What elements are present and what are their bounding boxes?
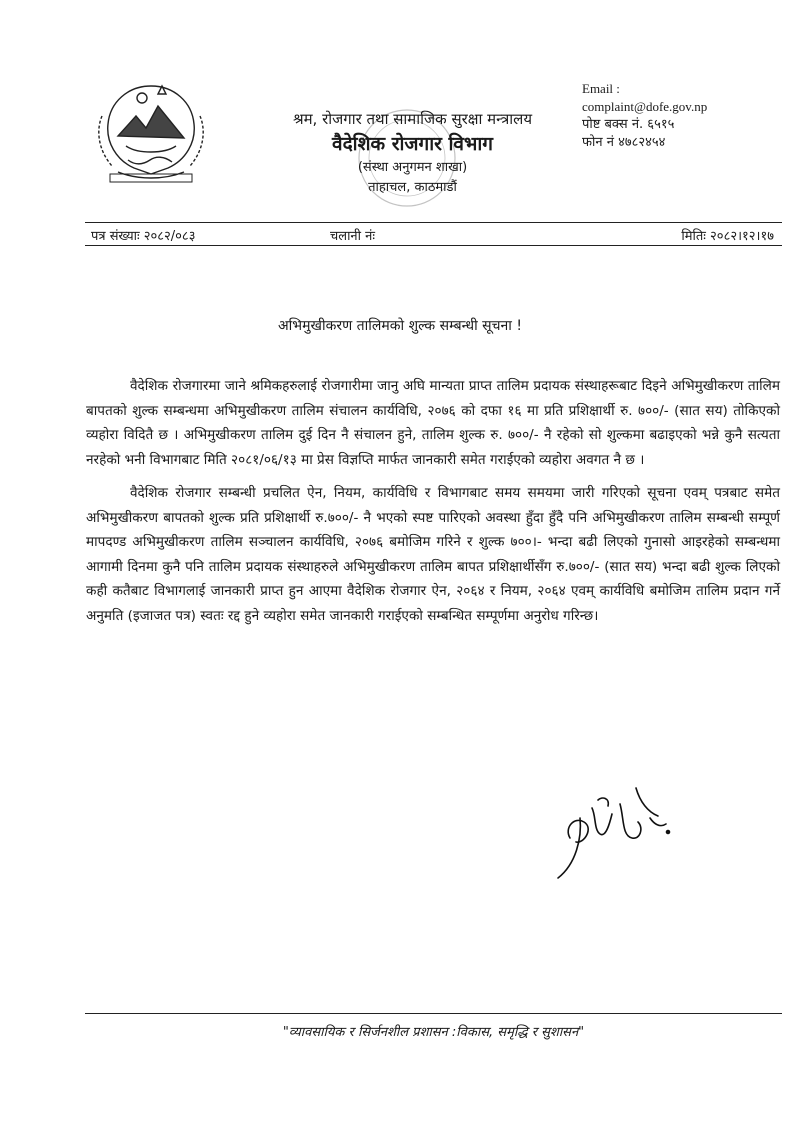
dispatch-number: चलानी नंः — [330, 229, 375, 244]
ministry-name: श्रम, रोजगार तथा सामाजिक सुरक्षा मन्त्रालय — [292, 110, 533, 128]
office-header — [240, 108, 585, 198]
contact-block — [582, 80, 782, 152]
reference-bar — [85, 222, 782, 246]
footer-slogan: "व्यावसायिक र सिर्जनशील प्रशासन :विकास, समृद्धि र सुशासन" — [85, 1013, 782, 1040]
nepal-emblem-icon — [88, 76, 214, 188]
department-name: वैदेशिक रोजगार विभाग — [332, 133, 493, 155]
letter-body — [86, 374, 780, 628]
body-paragraph-2: वैदेशिक रोजगार सम्बन्धी प्रचलित ऐन, नियम, कार्यविधि र विभागबाट समय समयमा जारी गरिएको सूचना एवम् पत्रबाट समेत अभिमुखीकरण बापतको शुल्क प्रति प्रशिक्षार्थी रु.७००/- नै भएको स्पष्ट पारिएको अवस्था हुँदा हुँदै पनि अभिमुखीकरण तालिम सम्बन्धी सम्पूर्ण मापदण्ड अभिमुखीकरण तालिम सञ्चालन कार्यविधि, २०७६ बमोजिम गरिने र शुल्क ७००।- भन्दा बढी लिएको गुनासो आइरहेको सम्बन्धमा आगामी दिनमा कुनै पनि तालिम प्रदायक संस्थाहरुले अभिमुखीकरण तालिम बापत प्रशिक्षार्थीसँग रु.७००/- (सात सय) भन्दा बढी शुल्क लिएको कही कतैबाट विभागलाई जानकारी प्राप्त हुन आएमा वैदेशिक रोजगार ऐन, २०६४ र नियम, २०६४ एवम् कार्यविधि बमोजिम तालिम प्रदान गर्ने अनुमति (इजाजत पत्र) स्वतः रद्द हुने व्यहोरा समेत जानकारी गराईएको सम्बन्धित सम्पूर्णमा अनुरोध गरिन्छ। — [86, 485, 780, 624]
phone-number: फोन नं ४७८२४५४ — [582, 135, 666, 150]
body-paragraph-1: वैदेशिक रोजगारमा जाने श्रमिकहरुलाई रोजगारीमा जानु अघि मान्यता प्राप्त तालिम प्रदायक संस्थाहरूबाट दिइने अभिमुखीकरण तालिम बापतको शुल्क सम्बन्धमा अभिमुखीकरण तालिम संचालन कार्यविधि, २०७६ को दफा १६ मा प्रति प्रशिक्षार्थी रु. ७००/- (सात सय) तोकिएको व्यहोरा विदितै छ । अभिमुखीकरण तालिम दुई दिन नै संचालन हुने, तालिम शुल्क रु. ७००/- नै रहेको सो शुल्कमा बढाइएको भन्ने कुनै सत्यता नरहेको भनी विभागबाट मिति २०८१/०६/१३ मा प्रेस विज्ञप्ति मार्फत जानकारी समेत गराईएको व्यहोरा अवगत नै छ । — [86, 378, 780, 468]
letter-number: पत्र संख्याः २०८२/०८३ — [91, 229, 196, 244]
po-box: पोष्ट बक्स नं. ६५१५ — [582, 117, 675, 132]
office-location: ताहाचल, काठमाडौं — [368, 180, 457, 195]
email-address[interactable]: complaint@dofe.gov.np — [582, 99, 708, 114]
email-label: Email : — [582, 81, 620, 96]
signature-icon — [540, 778, 680, 888]
subject-line: अभिमुखीकरण तालिमको शुल्क सम्बन्धी सूचना ! — [277, 318, 522, 334]
section-name: (संस्था अनुगमन शाखा) — [357, 160, 468, 175]
letter-date: मितिः २०८२।१२।१७ — [681, 229, 774, 244]
